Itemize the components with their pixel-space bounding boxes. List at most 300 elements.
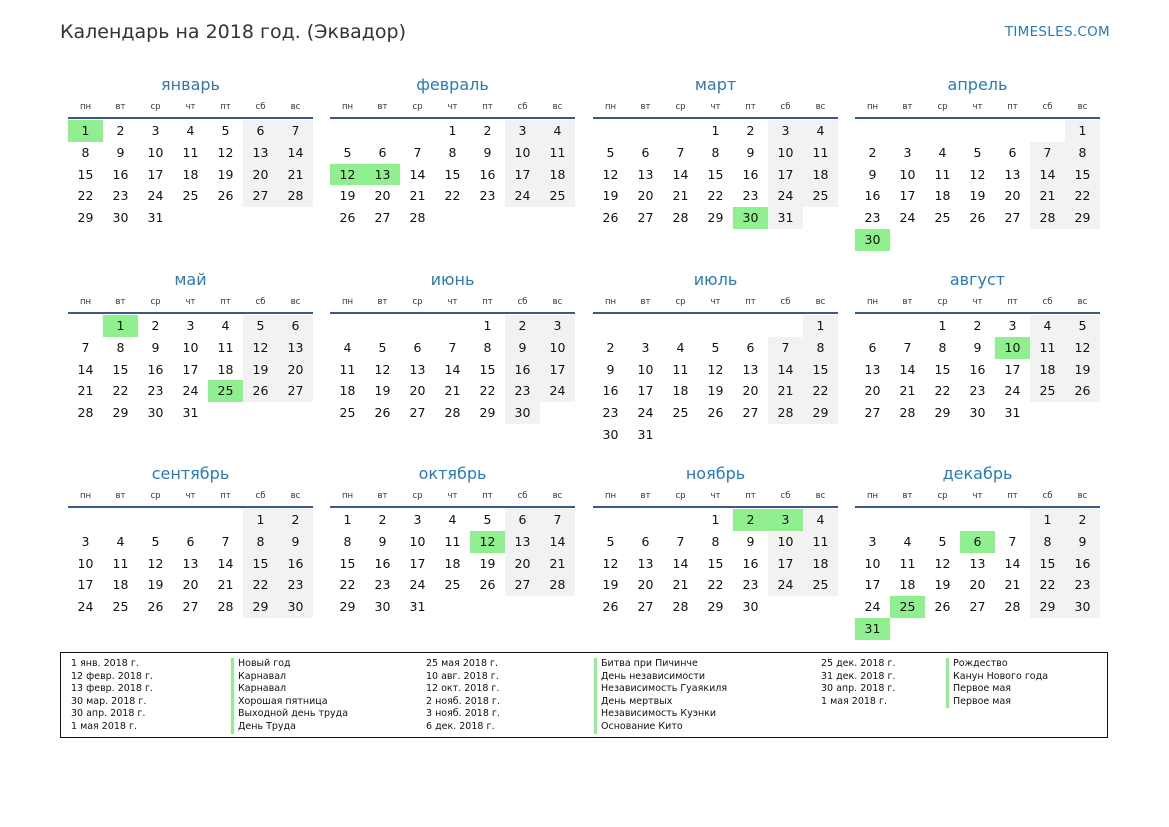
weekday-label: чт — [447, 491, 458, 501]
holiday-day: 12 — [330, 164, 365, 186]
day: 5 — [151, 533, 160, 549]
day: 30 — [742, 599, 759, 615]
weekend-day: 10 — [768, 142, 803, 164]
empty-cell — [330, 315, 365, 337]
weekend-day: 14 — [768, 359, 803, 381]
day: 20 — [742, 383, 759, 399]
day: 28 — [899, 405, 916, 421]
day: 4 — [116, 533, 125, 549]
weekday-label: сб — [517, 297, 528, 307]
empty-cell — [593, 315, 628, 337]
day: 12 — [374, 361, 391, 377]
day: 15 — [707, 166, 724, 182]
empty-cell — [995, 618, 1030, 640]
weekend-day: 8 — [1065, 142, 1100, 164]
weekday-label: пн — [866, 297, 879, 307]
holiday-date: 12 окт. 2018 г. — [426, 683, 500, 695]
empty-cell — [330, 120, 365, 142]
weekend-day: 17 — [540, 359, 575, 381]
day: 17 — [409, 555, 426, 571]
day: 12 — [707, 361, 724, 377]
weekend-day: 7 — [540, 509, 575, 531]
holiday-date: 1 мая 2018 г. — [821, 695, 887, 707]
day: 27 — [637, 599, 654, 615]
legend-names-column — [231, 658, 348, 734]
day: 31 — [182, 405, 199, 421]
holiday-day: 30 — [733, 207, 768, 229]
empty-cell — [593, 120, 628, 142]
month-2 — [330, 73, 575, 229]
weekend-day: 1 — [1030, 509, 1065, 531]
empty-cell — [768, 424, 803, 446]
week-row — [330, 120, 575, 142]
week-row — [593, 596, 838, 618]
weekend-day: 25 — [803, 574, 838, 596]
weekend-day: 9 — [278, 531, 313, 553]
weekend-day: 21 — [278, 164, 313, 186]
weekend-day: 21 — [768, 380, 803, 402]
empty-cell — [505, 207, 540, 229]
weekend-day: 1 — [803, 315, 838, 337]
week-row — [330, 596, 575, 618]
day: 5 — [483, 512, 492, 527]
empty-cell — [855, 509, 890, 531]
weekday-label: чт — [972, 297, 983, 307]
day: 18 — [217, 361, 234, 377]
day: 30 — [112, 210, 129, 226]
empty-cell — [803, 596, 838, 618]
day: 19 — [934, 577, 951, 593]
day: 26 — [969, 210, 986, 226]
day: 12 — [147, 555, 164, 571]
week-row — [855, 359, 1100, 381]
holiday-date: 10 авг. 2018 г. — [426, 670, 499, 682]
week-row — [593, 509, 838, 531]
day: 16 — [742, 166, 759, 182]
day: 17 — [182, 361, 199, 377]
weekday-label: пн — [604, 102, 617, 112]
month-3 — [593, 73, 838, 229]
day: 4 — [343, 339, 352, 355]
day: 11 — [444, 533, 461, 549]
holiday-day: 31 — [855, 618, 890, 640]
week-row — [68, 380, 313, 402]
weekday-label: ср — [412, 491, 423, 501]
empty-cell — [208, 402, 243, 424]
weekday-label: вт — [115, 491, 126, 501]
day: 16 — [374, 555, 391, 571]
day: 14 — [217, 555, 234, 571]
day: 25 — [672, 405, 689, 421]
weekday-label: сб — [1042, 102, 1053, 112]
month-name: ноябрь — [685, 464, 746, 483]
holiday-day: 1 — [68, 120, 103, 142]
day: 10 — [899, 166, 916, 182]
day: 19 — [707, 383, 724, 399]
week-row — [68, 185, 313, 207]
day: 23 — [742, 188, 759, 204]
day: 7 — [221, 533, 230, 549]
empty-cell — [803, 424, 838, 446]
day: 28 — [217, 599, 234, 615]
day: 27 — [637, 210, 654, 226]
week-row — [855, 164, 1100, 186]
day: 7 — [676, 533, 685, 549]
day: 27 — [374, 210, 391, 226]
day: 22 — [112, 383, 129, 399]
empty-cell — [698, 424, 733, 446]
empty-cell — [803, 207, 838, 229]
weekend-day: 29 — [803, 402, 838, 424]
week-row — [330, 164, 575, 186]
weekend-day: 9 — [1065, 531, 1100, 553]
day: 13 — [182, 555, 199, 571]
weekend-day: 5 — [1065, 315, 1100, 337]
month-8 — [855, 268, 1100, 424]
day: 29 — [339, 599, 356, 615]
day: 13 — [409, 361, 426, 377]
holiday-name: День независимости — [594, 671, 727, 684]
weekend-day: 13 — [278, 337, 313, 359]
empty-cell — [1065, 618, 1100, 640]
day: 9 — [606, 361, 615, 377]
day: 9 — [151, 339, 160, 355]
day: 29 — [707, 599, 724, 615]
week-row — [855, 142, 1100, 164]
week-row — [330, 380, 575, 402]
day: 4 — [938, 144, 947, 160]
empty-cell — [243, 402, 278, 424]
weekday-label: пт — [220, 491, 231, 501]
day: 5 — [973, 144, 982, 160]
day: 1 — [711, 123, 720, 138]
day: 13 — [864, 361, 881, 377]
week-row — [330, 531, 575, 553]
holiday-name: Первое мая — [946, 683, 1048, 696]
legend-dates-column — [71, 658, 153, 734]
empty-cell — [663, 120, 698, 142]
weekend-day: 7 — [278, 120, 313, 142]
weekend-day: 1 — [243, 509, 278, 531]
site-link[interactable]: TIMESLES.COM — [1004, 24, 1110, 40]
week-row — [68, 359, 313, 381]
day: 16 — [602, 383, 619, 399]
empty-cell — [855, 315, 890, 337]
weekday-label: пн — [604, 491, 617, 501]
weekday-label: сб — [780, 102, 791, 112]
day: 14 — [1004, 555, 1021, 571]
holiday-day: 25 — [208, 380, 243, 402]
day: 14 — [672, 166, 689, 182]
weekday-label: вт — [902, 102, 913, 112]
week-row — [593, 185, 838, 207]
weekday-label: вт — [902, 297, 913, 307]
day: 4 — [903, 533, 912, 549]
day: 30 — [147, 405, 164, 421]
day: 11 — [934, 166, 951, 182]
day: 22 — [934, 383, 951, 399]
day: 11 — [112, 555, 129, 571]
day: 10 — [409, 533, 426, 549]
day: 12 — [602, 166, 619, 182]
day: 26 — [217, 188, 234, 204]
day: 9 — [483, 144, 492, 160]
week-row — [855, 380, 1100, 402]
month-name: февраль — [416, 75, 489, 94]
weekday-label: пт — [745, 102, 756, 112]
weekday-label: вт — [640, 102, 651, 112]
day: 27 — [864, 405, 881, 421]
weekend-day: 26 — [1065, 380, 1100, 402]
week-row — [330, 337, 575, 359]
page-title: Календарь на 2018 год. (Эквадор) — [60, 21, 407, 43]
holiday-name: Новый год — [231, 658, 348, 671]
weekday-header — [593, 97, 838, 119]
weekend-day: 21 — [540, 553, 575, 575]
empty-cell — [103, 509, 138, 531]
weekday-label: пн — [79, 297, 92, 307]
day: 11 — [672, 361, 689, 377]
day: 28 — [444, 405, 461, 421]
weekday-label: чт — [710, 297, 721, 307]
day: 19 — [969, 188, 986, 204]
empty-cell — [173, 207, 208, 229]
day: 28 — [409, 210, 426, 226]
day: 27 — [969, 599, 986, 615]
day: 5 — [606, 533, 615, 549]
weekend-day: 10 — [540, 337, 575, 359]
weekend-day: 11 — [803, 142, 838, 164]
day: 21 — [672, 577, 689, 593]
week-row — [330, 509, 575, 531]
weekend-day: 3 — [540, 315, 575, 337]
day: 1 — [448, 123, 457, 138]
weekday-label: вс — [552, 491, 563, 501]
empty-cell — [995, 229, 1030, 251]
weekday-label: вс — [290, 102, 301, 112]
weekend-day: 13 — [505, 531, 540, 553]
empty-cell — [540, 402, 575, 424]
weekday-header — [855, 97, 1100, 119]
day: 8 — [448, 144, 457, 160]
weekend-day: 12 — [1065, 337, 1100, 359]
day: 26 — [934, 599, 951, 615]
week-row — [593, 574, 838, 596]
empty-cell — [890, 315, 925, 337]
weekend-day: 28 — [768, 402, 803, 424]
holiday-name: Первое мая — [946, 696, 1048, 709]
weekday-label: чт — [710, 491, 721, 501]
day: 25 — [339, 405, 356, 421]
empty-cell — [995, 120, 1030, 142]
day: 7 — [81, 339, 90, 355]
weekend-day: 2 — [1065, 509, 1100, 531]
weekend-day: 24 — [505, 185, 540, 207]
day: 20 — [969, 577, 986, 593]
weekend-day: 4 — [540, 120, 575, 142]
weekday-label: чт — [710, 102, 721, 112]
weekend-day: 27 — [278, 380, 313, 402]
weekday-label: вс — [815, 297, 826, 307]
weekday-label: сб — [1042, 491, 1053, 501]
weekend-day: 13 — [243, 142, 278, 164]
empty-cell — [890, 618, 925, 640]
weekend-day: 7 — [768, 337, 803, 359]
weekend-day: 8 — [803, 337, 838, 359]
weekday-label: пн — [79, 491, 92, 501]
empty-cell — [628, 315, 663, 337]
week-row — [855, 402, 1100, 424]
weekday-header — [855, 292, 1100, 314]
week-row — [330, 207, 575, 229]
weekday-label: чт — [185, 297, 196, 307]
day: 8 — [116, 339, 125, 355]
day: 6 — [641, 144, 650, 160]
month-name: октябрь — [418, 464, 487, 483]
legend-names-column — [946, 658, 1048, 708]
weekend-day: 26 — [243, 380, 278, 402]
day: 9 — [116, 144, 125, 160]
weekend-day: 23 — [278, 574, 313, 596]
weekday-label: пн — [866, 491, 879, 501]
day: 10 — [864, 555, 881, 571]
day: 23 — [112, 188, 129, 204]
day: 20 — [864, 383, 881, 399]
empty-cell — [1030, 618, 1065, 640]
day: 4 — [676, 339, 685, 355]
day: 14 — [444, 361, 461, 377]
day: 17 — [1004, 361, 1021, 377]
day: 31 — [637, 426, 654, 442]
day: 23 — [602, 405, 619, 421]
week-row — [593, 164, 838, 186]
empty-cell — [208, 207, 243, 229]
day: 24 — [864, 599, 881, 615]
month-12 — [855, 462, 1100, 640]
day: 3 — [1008, 318, 1017, 333]
weekday-label: сб — [255, 297, 266, 307]
empty-cell — [768, 315, 803, 337]
week-row — [855, 315, 1100, 337]
weekday-label: чт — [447, 297, 458, 307]
weekday-header — [68, 486, 313, 508]
empty-cell — [628, 120, 663, 142]
empty-cell — [925, 618, 960, 640]
weekend-day: 6 — [505, 509, 540, 531]
day: 16 — [864, 188, 881, 204]
week-row — [593, 337, 838, 359]
month-name: июнь — [430, 270, 475, 289]
empty-cell — [890, 120, 925, 142]
week-row — [330, 402, 575, 424]
week-row — [855, 120, 1100, 142]
empty-cell — [890, 509, 925, 531]
weekend-day: 15 — [243, 553, 278, 575]
empty-cell — [1030, 402, 1065, 424]
weekday-label: ср — [150, 491, 161, 501]
day: 28 — [672, 210, 689, 226]
weekend-day: 16 — [278, 553, 313, 575]
month-1 — [68, 73, 313, 229]
holiday-name: Битва при Пичинче — [594, 658, 727, 671]
weekend-day: 23 — [505, 380, 540, 402]
day: 6 — [746, 339, 755, 355]
day: 23 — [864, 210, 881, 226]
day: 31 — [147, 210, 164, 226]
week-row — [68, 596, 313, 618]
day: 2 — [483, 123, 492, 138]
weekend-day: 22 — [243, 574, 278, 596]
day: 23 — [969, 383, 986, 399]
month-7 — [593, 268, 838, 446]
day: 9 — [746, 144, 755, 160]
week-row — [330, 315, 575, 337]
day: 26 — [339, 210, 356, 226]
weekend-day: 20 — [243, 164, 278, 186]
empty-cell — [138, 509, 173, 531]
day: 16 — [112, 166, 129, 182]
weekday-label: пт — [220, 102, 231, 112]
holiday-name: Основание Кито — [594, 721, 727, 734]
day: 20 — [374, 188, 391, 204]
weekend-day: 24 — [540, 380, 575, 402]
weekday-label: ср — [412, 297, 423, 307]
day: 6 — [378, 144, 387, 160]
holiday-date: 25 дек. 2018 г. — [821, 658, 896, 669]
holiday-day: 25 — [890, 596, 925, 618]
weekday-label: вт — [377, 491, 388, 501]
weekend-day: 25 — [1030, 380, 1065, 402]
holiday-name: Карнавал — [231, 683, 348, 696]
weekend-day: 11 — [803, 531, 838, 553]
day: 16 — [969, 361, 986, 377]
weekend-day: 4 — [803, 120, 838, 142]
month-name: декабрь — [942, 464, 1013, 483]
weekend-day: 16 — [505, 359, 540, 381]
month-6 — [330, 268, 575, 424]
week-row — [330, 142, 575, 164]
weekday-label: вс — [290, 297, 301, 307]
weekday-label: ср — [675, 102, 686, 112]
day: 30 — [602, 426, 619, 442]
weekday-label: вт — [115, 102, 126, 112]
month-name: сентябрь — [151, 464, 230, 483]
day: 8 — [711, 144, 720, 160]
weekday-label: вс — [815, 102, 826, 112]
day: 2 — [116, 123, 125, 138]
weekend-day: 12 — [243, 337, 278, 359]
holiday-date: 30 апр. 2018 г. — [71, 708, 146, 720]
holiday-name: День Труда — [231, 721, 348, 734]
weekday-label: ср — [937, 297, 948, 307]
day: 2 — [378, 512, 387, 527]
day: 4 — [221, 318, 230, 333]
day: 5 — [343, 144, 352, 160]
weekday-label: пн — [79, 102, 92, 112]
day: 1 — [938, 318, 947, 333]
weekday-label: чт — [185, 491, 196, 501]
weekend-day: 25 — [540, 185, 575, 207]
day: 22 — [707, 577, 724, 593]
day: 8 — [343, 533, 352, 549]
empty-cell — [68, 509, 103, 531]
holiday-date: 12 февр. 2018 г. — [71, 670, 153, 682]
empty-cell — [733, 315, 768, 337]
holiday-date: 30 апр. 2018 г. — [821, 683, 896, 695]
day: 29 — [934, 405, 951, 421]
day: 27 — [1004, 210, 1021, 226]
weekend-day: 2 — [278, 509, 313, 531]
